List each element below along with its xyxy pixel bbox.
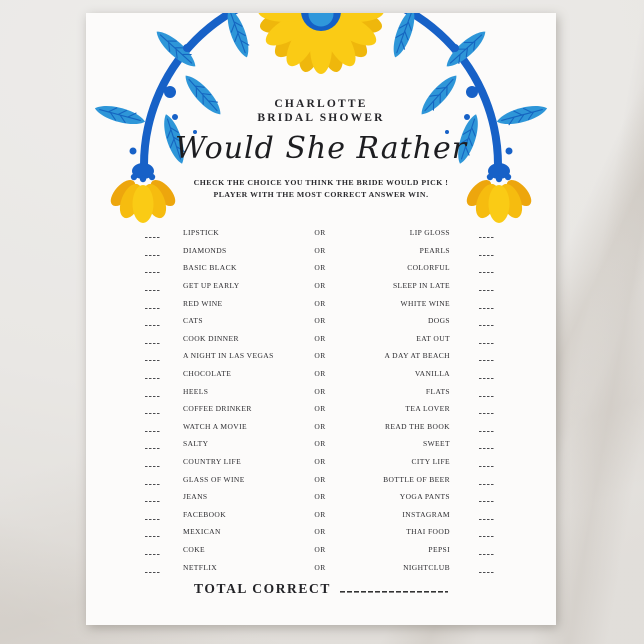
left-option-label: NETFLIX xyxy=(183,562,218,572)
left-answer-blank xyxy=(145,403,161,414)
right-answer-blank xyxy=(479,333,495,344)
left-option-label: COFFEE DRINKER xyxy=(183,404,252,414)
question-row xyxy=(145,382,495,400)
right-option-label: FLATS xyxy=(425,386,450,396)
question-row xyxy=(145,365,495,383)
question-row xyxy=(145,506,495,524)
right-option-label: PEARLS xyxy=(419,245,450,255)
or-label: OR xyxy=(314,351,326,361)
left-answer-blank xyxy=(145,562,161,573)
question-row xyxy=(145,435,495,453)
left-option-label: DIAMONDS xyxy=(183,245,227,255)
right-option-label: SWEET xyxy=(423,439,450,449)
question-row xyxy=(145,312,495,330)
question-row xyxy=(145,242,495,260)
left-answer-blank xyxy=(145,421,161,432)
card-header xyxy=(86,97,556,201)
left-option-label: FACEBOOK xyxy=(183,509,227,519)
right-option-label: NIGHTCLUB xyxy=(403,562,450,572)
question-row xyxy=(145,277,495,295)
left-option-label: WATCH A MOVIE xyxy=(183,421,247,431)
instructions-line-1: CHECK THE CHOICE YOU THINK THE BRIDE WOULD PICK ! xyxy=(193,178,449,187)
left-answer-blank xyxy=(145,386,161,397)
left-option-label: MEXICAN xyxy=(183,527,221,537)
question-row xyxy=(145,330,495,348)
right-answer-blank xyxy=(479,386,495,397)
left-option-label: COOK DINNER xyxy=(183,333,239,343)
right-option-label: COLORFUL xyxy=(407,263,450,273)
question-row xyxy=(145,400,495,418)
left-answer-blank xyxy=(145,509,161,520)
left-answer-blank xyxy=(145,350,161,361)
question-row xyxy=(145,541,495,559)
left-answer-blank xyxy=(145,245,161,256)
left-option-label: HEELS xyxy=(183,386,209,396)
or-label: OR xyxy=(314,457,326,467)
right-option-label: BOTTLE OF BEER xyxy=(383,474,450,484)
or-label: OR xyxy=(314,263,326,273)
left-option-label: JEANS xyxy=(183,492,208,502)
right-answer-blank xyxy=(479,438,495,449)
right-option-label: SLEEP IN LATE xyxy=(392,281,450,291)
right-answer-blank xyxy=(479,227,495,238)
left-answer-blank xyxy=(145,491,161,502)
or-label: OR xyxy=(314,544,326,554)
right-answer-blank xyxy=(479,474,495,485)
question-row xyxy=(145,224,495,242)
question-row xyxy=(145,453,495,471)
right-option-label: THAI FOOD xyxy=(406,527,450,537)
question-list xyxy=(145,224,495,576)
right-answer-blank xyxy=(479,421,495,432)
left-answer-blank xyxy=(145,333,161,344)
total-correct-row xyxy=(86,581,556,597)
left-answer-blank xyxy=(145,262,161,273)
bride-name: CHARLOTTE xyxy=(274,98,368,110)
or-label: OR xyxy=(314,245,326,255)
right-answer-blank xyxy=(479,509,495,520)
left-answer-blank xyxy=(145,315,161,326)
right-option-label: EAT OUT xyxy=(416,333,450,343)
left-option-label: COUNTRY LIFE xyxy=(183,457,242,467)
right-answer-blank xyxy=(479,562,495,573)
right-answer-blank xyxy=(479,368,495,379)
left-option-label: CATS xyxy=(183,316,203,326)
right-option-label: VANILLA xyxy=(414,369,450,379)
left-option-label: COKE xyxy=(183,544,206,554)
left-answer-blank xyxy=(145,280,161,291)
right-answer-blank xyxy=(479,403,495,414)
game-title: Would She Rather xyxy=(174,131,468,166)
right-answer-blank xyxy=(479,315,495,326)
or-label: OR xyxy=(314,316,326,326)
left-option-label: CHOCOLATE xyxy=(183,369,232,379)
or-label: OR xyxy=(314,562,326,572)
left-answer-blank xyxy=(145,474,161,485)
or-label: OR xyxy=(314,421,326,431)
question-row xyxy=(145,294,495,312)
or-label: OR xyxy=(314,492,326,502)
question-row xyxy=(145,259,495,277)
total-correct-blank xyxy=(340,582,448,593)
or-label: OR xyxy=(314,333,326,343)
right-option-label: YOGA PANTS xyxy=(399,492,450,502)
question-row xyxy=(145,418,495,436)
left-answer-blank xyxy=(145,368,161,379)
or-label: OR xyxy=(314,369,326,379)
instructions xyxy=(86,177,556,201)
left-answer-blank xyxy=(145,298,161,309)
right-option-label: INSTAGRAM xyxy=(402,509,450,519)
left-answer-blank xyxy=(145,227,161,238)
right-answer-blank xyxy=(479,280,495,291)
or-label: OR xyxy=(314,527,326,537)
right-answer-blank xyxy=(479,491,495,502)
or-label: OR xyxy=(314,298,326,308)
right-answer-blank xyxy=(479,456,495,467)
left-option-label: LIPSTICK xyxy=(183,228,220,238)
or-label: OR xyxy=(314,509,326,519)
left-option-label: GLASS OF WINE xyxy=(183,474,245,484)
right-option-label: PEPSI xyxy=(428,544,450,554)
or-label: OR xyxy=(314,474,326,484)
event-title: BRIDAL SHOWER xyxy=(257,112,385,124)
right-option-label: A DAY AT BEACH xyxy=(384,351,450,361)
total-correct-label: TOTAL CORRECT xyxy=(194,581,331,596)
right-answer-blank xyxy=(479,298,495,309)
leaf-icon xyxy=(222,13,253,60)
right-answer-blank xyxy=(479,262,495,273)
left-option-label: SALTY xyxy=(183,439,209,449)
left-option-label: BASIC BLACK xyxy=(183,263,237,273)
sunflower-icon xyxy=(257,13,384,75)
right-answer-blank xyxy=(479,245,495,256)
leaf-icon xyxy=(388,13,419,60)
or-label: OR xyxy=(314,228,326,238)
or-label: OR xyxy=(314,281,326,291)
question-row xyxy=(145,558,495,576)
or-label: OR xyxy=(314,439,326,449)
left-answer-blank xyxy=(145,438,161,449)
or-label: OR xyxy=(314,404,326,414)
left-answer-blank xyxy=(145,526,161,537)
question-row xyxy=(145,347,495,365)
right-option-label: READ THE BOOK xyxy=(384,421,450,431)
or-label: OR xyxy=(314,386,326,396)
right-option-label: WHITE WINE xyxy=(400,298,450,308)
left-option-label: A NIGHT IN LAS VEGAS xyxy=(183,351,274,361)
right-answer-blank xyxy=(479,544,495,555)
right-answer-blank xyxy=(479,350,495,361)
right-option-label: CITY LIFE xyxy=(411,457,450,467)
left-answer-blank xyxy=(145,456,161,467)
question-row xyxy=(145,523,495,541)
question-row xyxy=(145,488,495,506)
right-option-label: TEA LOVER xyxy=(405,404,450,414)
left-option-label: GET UP EARLY xyxy=(183,281,240,291)
left-answer-blank xyxy=(145,544,161,555)
left-option-label: RED WINE xyxy=(183,298,223,308)
question-row xyxy=(145,470,495,488)
instructions-line-2: PLAYER WITH THE MOST CORRECT ANSWER WIN. xyxy=(213,190,429,199)
right-answer-blank xyxy=(479,526,495,537)
bridal-shower-game-card xyxy=(86,13,556,625)
right-option-label: DOGS xyxy=(427,316,450,326)
right-option-label: LIP GLOSS xyxy=(409,228,450,238)
